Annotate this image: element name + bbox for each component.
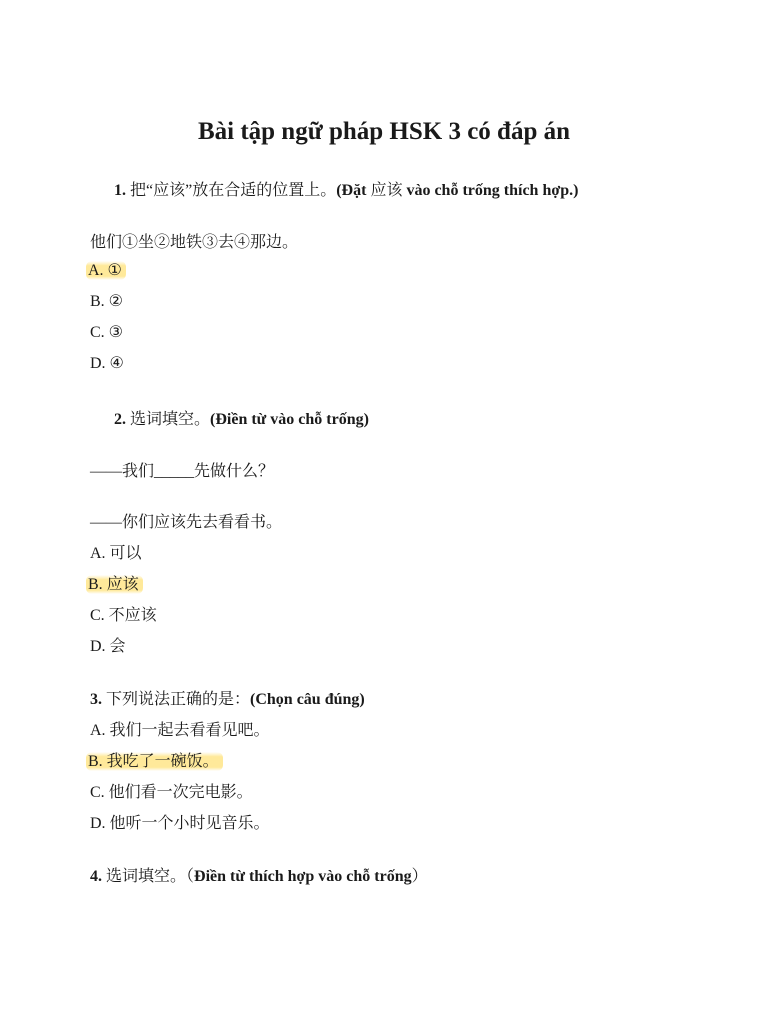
option-d: D. 他听一个小时见音乐。	[90, 815, 270, 832]
question-2-header	[114, 406, 369, 429]
option-a	[90, 260, 126, 280]
dialogue-line-2: ——你们应该先去看看书。	[90, 514, 283, 531]
question-instruction-zh: 选词填空。（	[106, 868, 195, 885]
question-instruction-vi: (Đặt	[336, 182, 367, 199]
question-instruction-zh-word: 应该	[370, 182, 403, 199]
page-title: Bài tập ngữ pháp HSK 3 có đáp án	[197, 118, 571, 145]
question-number: 4.	[90, 868, 102, 885]
question-1-header	[114, 177, 578, 200]
dialogue-line-1: ——我们_____先做什么？	[90, 463, 275, 480]
question-instruction-vi: Điền từ thích hợp vào chỗ trống	[194, 868, 412, 885]
answer-highlight: B. 应该	[86, 575, 143, 594]
question-instruction-zh: 选词填空。	[130, 411, 211, 428]
question-instruction-vi: (Chọn câu đúng)	[250, 691, 365, 708]
question-instruction-vi-rest: vào chỗ trống thích hợp.)	[406, 182, 579, 199]
question-instruction-zh: 下列说法正确的是：	[106, 691, 251, 708]
option-d: D. 会	[90, 638, 126, 655]
question-4-header	[90, 863, 428, 886]
option-b: B. ②	[90, 293, 124, 310]
option-b	[90, 571, 143, 594]
question-number: 2.	[114, 411, 126, 428]
question-number: 3.	[90, 691, 102, 708]
option-c: C. ③	[90, 324, 124, 341]
option-a: A. 我们一起去看看见吧。	[90, 722, 270, 739]
answer-highlight: B. 我吃了一碗饭。	[86, 752, 223, 771]
option-a: A. 可以	[90, 545, 142, 562]
option-c: C. 他们看一次完电影。	[90, 784, 253, 801]
closing-paren: ）	[411, 868, 428, 885]
question-3-header	[90, 686, 365, 709]
question-number: 1.	[114, 182, 126, 199]
answer-highlight: A. ①	[86, 261, 126, 280]
option-c: C. 不应该	[90, 607, 157, 624]
question-1-sentence: 他们①坐②地铁③去④那边。	[90, 234, 299, 251]
option-b	[90, 748, 223, 771]
option-d: D. ④	[90, 355, 124, 372]
question-instruction-zh: 把“应该”放在合适的位置上。	[130, 182, 337, 199]
question-instruction-vi: (Điền từ vào chỗ trống)	[210, 411, 369, 428]
